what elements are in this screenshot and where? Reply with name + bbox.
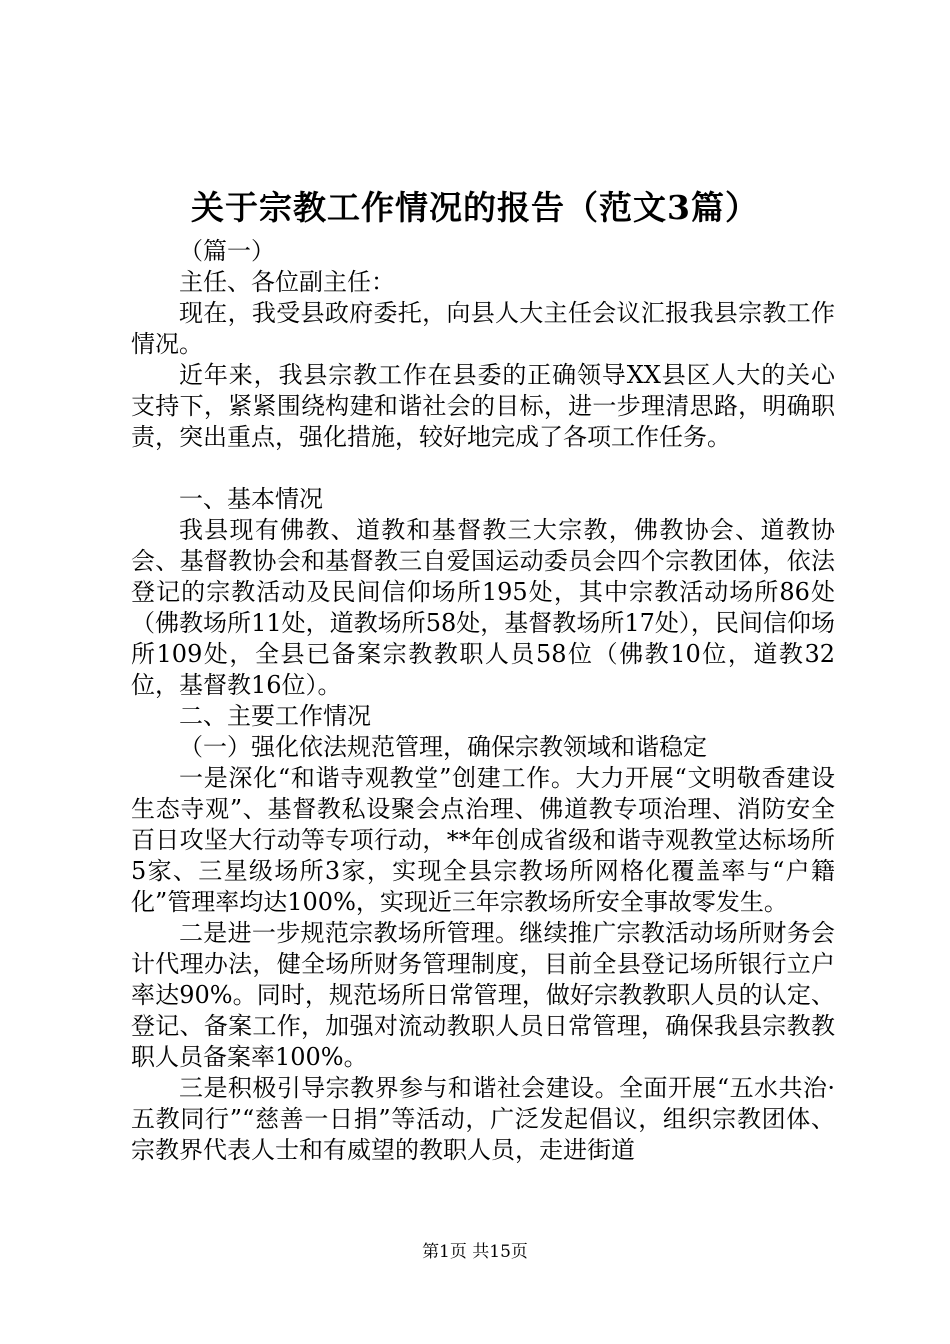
subsection-heading: （一）强化依法规范管理，确保宗教领域和谐稳定: [179, 733, 707, 761]
salutation: 主任、各位副主任：: [179, 268, 395, 296]
document-body: [131, 236, 835, 1166]
body-paragraph: 三是积极引导宗教界参与和谐社会建设。全面开展“五水共治·五教同行”“慈善一日捐”等活动，广泛发起倡议，组织宗教团体、宗教界代表人士和有威望的教职人员，走进街道: [131, 1074, 835, 1164]
section-heading: 一、基本情况: [179, 485, 323, 513]
body-paragraph: 一是深化“和谐寺观教堂”创建工作。大力开展“文明敬香建设生态寺观”、基督教私设聚会点治理、佛道教专项治理、消防安全百日攻坚大行动等专项行动，**年创成省级和谐寺观教堂达标场所5家、三星级场所3家，实现全县宗教场所网格化覆盖率与“户籍化”管理率均达100%，实现近三年宗教场所安全事故零发生。: [131, 764, 835, 916]
body-paragraph: 现在，我受县政府委托，向县人大主任会议汇报我县宗教工作情况。: [131, 299, 835, 358]
body-paragraph: 近年来，我县宗教工作在县委的正确领导XX县区人大的关心支持下，紧紧围绕构建和谐社会的目标，进一步理清思路，明确职责，突出重点，强化措施，较好地完成了各项工作任务。: [131, 361, 835, 451]
body-paragraph: 我县现有佛教、道教和基督教三大宗教，佛教协会、道教协会、基督教协会和基督教三自爱国运动委员会四个宗教团体，依法登记的宗教活动及民间信仰场所195处，其中宗教活动场所86处（佛教场所11处，道教场所58处，基督教场所17处），民间信仰场所109处，全县已备案宗教教职人员58位（佛教10位，道教32位，基督教16位）。: [131, 516, 835, 699]
body-paragraph: 二是进一步规范宗教场所管理。继续推广宗教活动场所财务会计代理办法，健全场所财务管理制度，目前全县登记场所银行立户率达90%。同时，规范场所日常管理，做好宗教教职人员的认定、登记、备案工作，加强对流动教职人员日常管理，确保我县宗教教职人员备案率100%。: [131, 919, 835, 1071]
document-title: 关于宗教工作情况的报告（范文3篇）: [191, 188, 759, 227]
page-number: 第1页 共15页: [422, 1242, 528, 1262]
section-label: （篇一）: [179, 237, 275, 265]
section-heading: 二、主要工作情况: [179, 702, 371, 730]
